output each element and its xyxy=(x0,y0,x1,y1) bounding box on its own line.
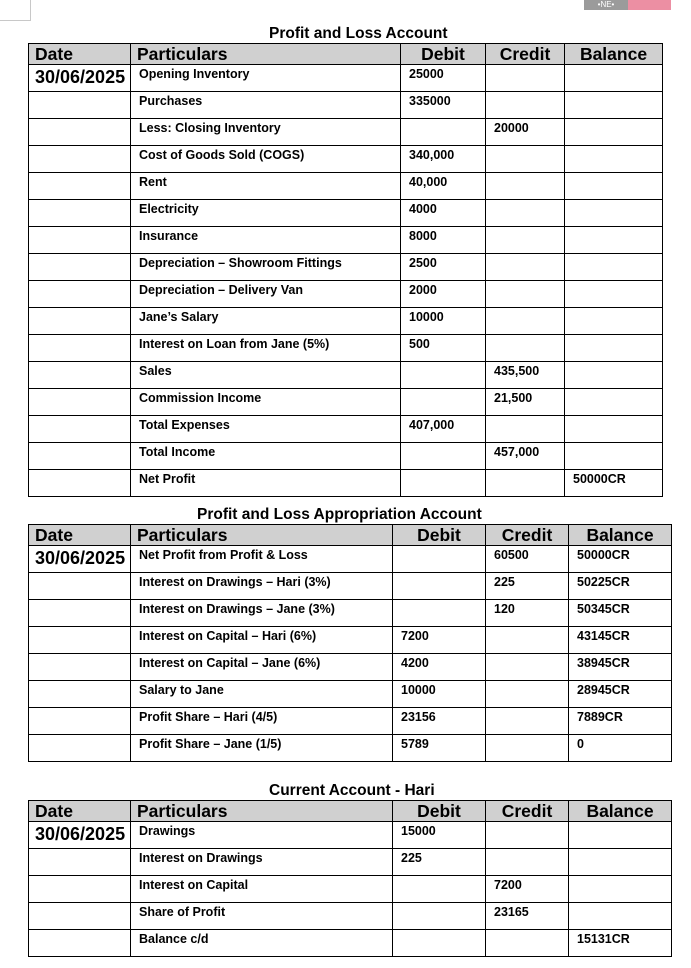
particulars-cell: Interest on Capital – Jane (6%) xyxy=(131,654,393,681)
particulars-header: Particulars xyxy=(131,801,393,822)
debit-header: Debit xyxy=(393,801,486,822)
debit-cell: 225 xyxy=(393,849,486,876)
date-cell xyxy=(29,416,131,443)
pink-tab xyxy=(628,0,671,10)
particulars-cell: Total Expenses xyxy=(131,416,401,443)
debit-cell: 340,000 xyxy=(401,146,486,173)
particulars-header: Particulars xyxy=(131,525,393,546)
credit-cell xyxy=(486,627,569,654)
date-cell xyxy=(29,600,131,627)
table-row xyxy=(29,389,663,416)
date-cell xyxy=(29,903,131,930)
date-cell xyxy=(29,573,131,600)
top-right-tab xyxy=(584,0,671,10)
debit-cell: 2500 xyxy=(401,254,486,281)
balance-cell xyxy=(569,849,672,876)
credit-cell xyxy=(486,735,569,762)
particulars-cell: Profit Share – Jane (1/5) xyxy=(131,735,393,762)
header-row xyxy=(29,801,672,822)
credit-cell xyxy=(486,65,565,92)
balance-header: Balance xyxy=(569,801,672,822)
particulars-cell: Total Income xyxy=(131,443,401,470)
debit-cell xyxy=(393,876,486,903)
pl-title: Profit and Loss Account xyxy=(269,25,448,42)
table-row xyxy=(29,146,663,173)
particulars-cell: Electricity xyxy=(131,200,401,227)
date-cell xyxy=(29,443,131,470)
debit-cell: 500 xyxy=(401,335,486,362)
date-cell: 30/06/2025 xyxy=(29,65,131,92)
credit-cell xyxy=(486,200,565,227)
credit-cell xyxy=(486,227,565,254)
balance-cell: 28945CR xyxy=(569,681,672,708)
debit-cell xyxy=(393,600,486,627)
particulars-cell: Less: Closing Inventory xyxy=(131,119,401,146)
appropriation-table xyxy=(28,524,672,762)
debit-cell xyxy=(393,903,486,930)
date-cell xyxy=(29,627,131,654)
credit-cell: 7200 xyxy=(486,876,569,903)
balance-header: Balance xyxy=(569,525,672,546)
date-header: Date xyxy=(29,801,131,822)
credit-cell xyxy=(486,92,565,119)
date-cell xyxy=(29,119,131,146)
particulars-cell: Commission Income xyxy=(131,389,401,416)
appropriation-title: Profit and Loss Appropriation Account xyxy=(197,506,482,523)
balance-cell xyxy=(565,227,663,254)
particulars-cell: Interest on Capital xyxy=(131,876,393,903)
table-row xyxy=(29,849,672,876)
balance-cell xyxy=(569,822,672,849)
date-cell xyxy=(29,470,131,497)
credit-cell xyxy=(486,654,569,681)
particulars-cell: Interest on Loan from Jane (5%) xyxy=(131,335,401,362)
particulars-cell: Balance c/d xyxy=(131,930,393,957)
table-row xyxy=(29,200,663,227)
debit-cell: 23156 xyxy=(393,708,486,735)
debit-cell xyxy=(401,470,486,497)
balance-cell xyxy=(565,200,663,227)
credit-cell: 225 xyxy=(486,573,569,600)
balance-cell xyxy=(565,335,663,362)
credit-cell: 21,500 xyxy=(486,389,565,416)
table-row xyxy=(29,822,672,849)
balance-cell: 38945CR xyxy=(569,654,672,681)
table-row xyxy=(29,335,663,362)
date-cell xyxy=(29,708,131,735)
date-cell xyxy=(29,92,131,119)
table-row xyxy=(29,627,672,654)
table-row xyxy=(29,681,672,708)
current-hari-title: Current Account - Hari xyxy=(269,782,435,799)
balance-cell: 0 xyxy=(569,735,672,762)
table-row xyxy=(29,281,663,308)
balance-cell xyxy=(565,119,663,146)
table-row xyxy=(29,119,663,146)
balance-cell: 50225CR xyxy=(569,573,672,600)
date-cell xyxy=(29,254,131,281)
debit-cell: 4000 xyxy=(401,200,486,227)
debit-cell: 10000 xyxy=(393,681,486,708)
balance-cell xyxy=(565,389,663,416)
credit-cell: 435,500 xyxy=(486,362,565,389)
balance-cell xyxy=(565,281,663,308)
particulars-cell: Drawings xyxy=(131,822,393,849)
date-cell xyxy=(29,281,131,308)
debit-cell: 25000 xyxy=(401,65,486,92)
debit-cell: 5789 xyxy=(393,735,486,762)
credit-cell xyxy=(486,470,565,497)
particulars-cell: Rent xyxy=(131,173,401,200)
particulars-cell: Interest on Capital – Hari (6%) xyxy=(131,627,393,654)
date-cell: 30/06/2025 xyxy=(29,822,131,849)
credit-cell xyxy=(486,708,569,735)
particulars-cell: Depreciation – Delivery Van xyxy=(131,281,401,308)
credit-cell: 20000 xyxy=(486,119,565,146)
credit-cell xyxy=(486,930,569,957)
date-cell xyxy=(29,681,131,708)
credit-cell xyxy=(486,416,565,443)
credit-header: Credit xyxy=(486,44,565,65)
debit-header: Debit xyxy=(401,44,486,65)
credit-cell xyxy=(486,822,569,849)
current-hari-table xyxy=(28,800,672,957)
date-cell xyxy=(29,876,131,903)
table-row xyxy=(29,930,672,957)
credit-cell xyxy=(486,335,565,362)
balance-cell xyxy=(565,92,663,119)
credit-cell xyxy=(486,254,565,281)
credit-cell xyxy=(486,681,569,708)
particulars-cell: Depreciation – Showroom Fittings xyxy=(131,254,401,281)
debit-cell: 407,000 xyxy=(401,416,486,443)
particulars-cell: Insurance xyxy=(131,227,401,254)
table-row xyxy=(29,903,672,930)
table-row xyxy=(29,92,663,119)
debit-cell: 7200 xyxy=(393,627,486,654)
date-cell xyxy=(29,735,131,762)
balance-cell xyxy=(565,362,663,389)
credit-cell xyxy=(486,281,565,308)
grey-tab: •NE• xyxy=(584,0,628,10)
credit-cell xyxy=(486,146,565,173)
table-row xyxy=(29,876,672,903)
pl-table xyxy=(28,43,663,497)
date-header: Date xyxy=(29,44,131,65)
credit-cell xyxy=(486,849,569,876)
debit-cell: 335000 xyxy=(401,92,486,119)
table-row xyxy=(29,573,672,600)
date-cell xyxy=(29,849,131,876)
balance-cell xyxy=(565,146,663,173)
date-cell: 30/06/2025 xyxy=(29,546,131,573)
debit-cell xyxy=(393,573,486,600)
credit-cell: 120 xyxy=(486,600,569,627)
table-row xyxy=(29,443,663,470)
balance-cell xyxy=(569,876,672,903)
balance-cell xyxy=(565,254,663,281)
table-row xyxy=(29,308,663,335)
particulars-cell: Purchases xyxy=(131,92,401,119)
particulars-cell: Opening Inventory xyxy=(131,65,401,92)
particulars-cell: Sales xyxy=(131,362,401,389)
debit-cell xyxy=(393,546,486,573)
table-row xyxy=(29,416,663,443)
table-row xyxy=(29,65,663,92)
particulars-cell: Profit Share – Hari (4/5) xyxy=(131,708,393,735)
particulars-cell: Interest on Drawings – Hari (3%) xyxy=(131,573,393,600)
balance-header: Balance xyxy=(565,44,663,65)
balance-cell xyxy=(569,903,672,930)
date-header: Date xyxy=(29,525,131,546)
credit-cell xyxy=(486,308,565,335)
debit-cell xyxy=(401,389,486,416)
balance-cell xyxy=(565,65,663,92)
credit-header: Credit xyxy=(486,525,569,546)
balance-cell: 43145CR xyxy=(569,627,672,654)
date-cell xyxy=(29,389,131,416)
balance-cell: 15131CR xyxy=(569,930,672,957)
table-row xyxy=(29,546,672,573)
debit-cell: 4200 xyxy=(393,654,486,681)
table-row xyxy=(29,470,663,497)
particulars-cell: Cost of Goods Sold (COGS) xyxy=(131,146,401,173)
table-row xyxy=(29,227,663,254)
particulars-cell: Jane’s Salary xyxy=(131,308,401,335)
header-row xyxy=(29,44,663,65)
credit-cell xyxy=(486,173,565,200)
particulars-cell: Interest on Drawings – Jane (3%) xyxy=(131,600,393,627)
date-cell xyxy=(29,362,131,389)
credit-header: Credit xyxy=(486,801,569,822)
particulars-cell: Salary to Jane xyxy=(131,681,393,708)
date-cell xyxy=(29,173,131,200)
table-row xyxy=(29,362,663,389)
balance-cell xyxy=(565,416,663,443)
table-row xyxy=(29,600,672,627)
debit-header: Debit xyxy=(393,525,486,546)
table-row xyxy=(29,654,672,681)
debit-cell xyxy=(401,362,486,389)
debit-cell: 40,000 xyxy=(401,173,486,200)
balance-cell xyxy=(565,443,663,470)
balance-cell: 50000CR xyxy=(569,546,672,573)
debit-cell: 15000 xyxy=(393,822,486,849)
page-corner-mark xyxy=(0,0,31,21)
credit-cell: 457,000 xyxy=(486,443,565,470)
credit-cell: 23165 xyxy=(486,903,569,930)
balance-cell: 50000CR xyxy=(565,470,663,497)
particulars-cell: Share of Profit xyxy=(131,903,393,930)
debit-cell: 2000 xyxy=(401,281,486,308)
debit-cell xyxy=(393,930,486,957)
debit-cell: 8000 xyxy=(401,227,486,254)
balance-cell: 50345CR xyxy=(569,600,672,627)
particulars-cell: Net Profit xyxy=(131,470,401,497)
date-cell xyxy=(29,227,131,254)
particulars-cell: Interest on Drawings xyxy=(131,849,393,876)
debit-cell xyxy=(401,119,486,146)
table-row xyxy=(29,254,663,281)
particulars-header: Particulars xyxy=(131,44,401,65)
debit-cell xyxy=(401,443,486,470)
date-cell xyxy=(29,308,131,335)
balance-cell xyxy=(565,308,663,335)
table-row xyxy=(29,173,663,200)
date-cell xyxy=(29,335,131,362)
date-cell xyxy=(29,654,131,681)
debit-cell: 10000 xyxy=(401,308,486,335)
date-cell xyxy=(29,146,131,173)
date-cell xyxy=(29,200,131,227)
table-row xyxy=(29,735,672,762)
balance-cell xyxy=(565,173,663,200)
header-row xyxy=(29,525,672,546)
particulars-cell: Net Profit from Profit & Loss xyxy=(131,546,393,573)
table-row xyxy=(29,708,672,735)
balance-cell: 7889CR xyxy=(569,708,672,735)
date-cell xyxy=(29,930,131,957)
credit-cell: 60500 xyxy=(486,546,569,573)
